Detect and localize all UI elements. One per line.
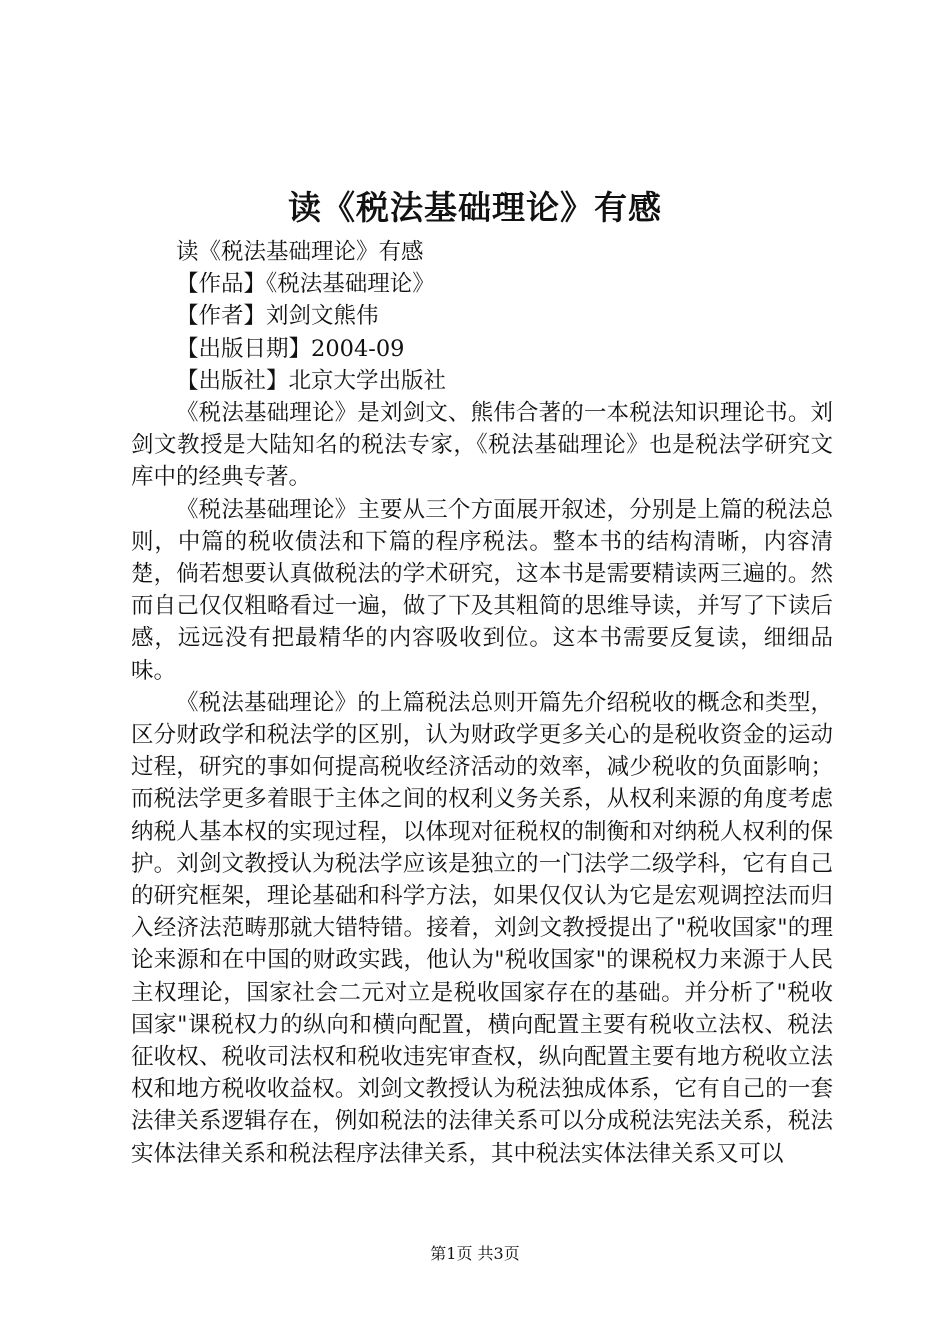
body-paragraph-publisher: 【出版社】北京大学出版社 bbox=[176, 367, 447, 394]
document-title: 读《税法基础理论》有感 bbox=[288, 188, 662, 227]
body-paragraph-structure: 《税法基础理论》主要从三个方面展开叙述，分别是上篇的税法总则，中篇的税收债法和下篇的程序税法。整本书的结构清晰，内容清楚，倘若想要认真做税法的学术研究，这本书是需要精读两三遍的。然而自己仅仅粗略看过一遍，做了下及其粗简的思维导读，并写了下读后感，远远没有把最精华的内容吸收到位。这本书需要反复读，细细品味。 bbox=[131, 496, 833, 684]
body-paragraph-publish-date: 【出版日期】2004-09 bbox=[176, 335, 405, 362]
body-paragraph-work: 【作品】《税法基础理论》 bbox=[176, 271, 435, 298]
page-footer: 第1页 共3页 bbox=[430, 1244, 520, 1263]
body-paragraph-heading: 读《税法基础理论》有感 bbox=[176, 239, 424, 265]
body-paragraph-author: 【作者】刘剑文熊伟 bbox=[176, 303, 379, 330]
document-body bbox=[131, 236, 833, 1170]
body-paragraph-intro: 《税法基础理论》是刘剑文、熊伟合著的一本税法知识理论书。刘剑文教授是大陆知名的税法专家，《税法基础理论》也是税法学研究文库中的经典专著。 bbox=[131, 400, 833, 491]
body-paragraph-general-principles: 《税法基础理论》的上篇税法总则开篇先介绍税收的概念和类型，区分财政学和税法学的区别，认为财政学更多关心的是税收资金的运动过程，研究的事如何提高税收经济活动的效率，减少税收的负面影响；而税法学更多着眼于主体之间的权利义务关系，从权利来源的角度考虑纳税人基本权的实现过程，以体现对征税权的制衡和对纳税人权利的保护。刘剑文教授认为税法学应该是独立的一门法学二级学科，它有自己的研究框架，理论基础和科学方法，如果仅仅认为它是宏观调控法而归入经济法范畴那就大错特错。接着，刘剑文教授提出了"税收国家"的理论来源和在中国的财政实践，他认为"税收国家"的课税权力来源于人民主权理论，国家社会二元对立是税收国家存在的基础。并分析了"税收国家"课税权力的纵向和横向配置，横向配置主要有税收立法权、税法征收权、税收司法权和税收违宪审查权，纵向配置主要有地方税收立法权和地方税收收益权。刘剑文教授认为税法独成体系，它有自己的一套法律关系逻辑存在，例如税法的法律关系可以分成税法宪法关系，税法实体法律关系和税法程序法律关系，其中税法实体法律关系又可以 bbox=[131, 689, 833, 1167]
